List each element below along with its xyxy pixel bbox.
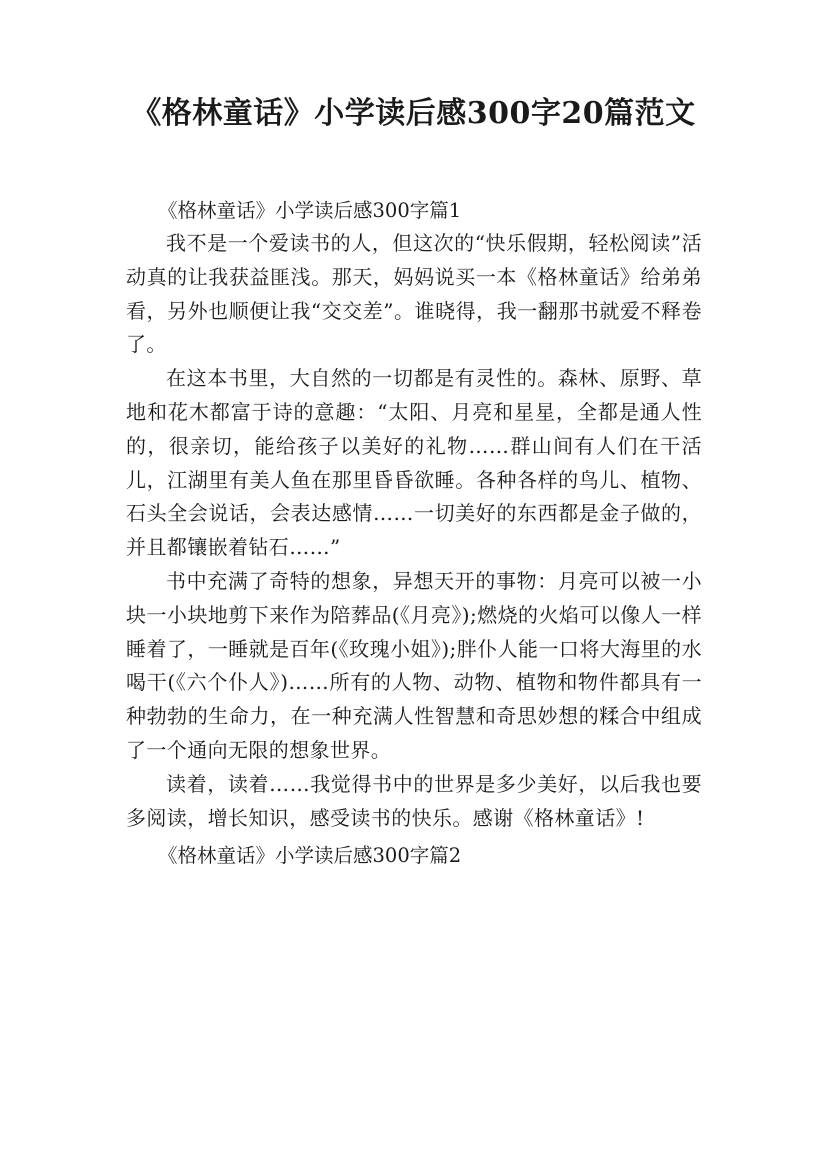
document-body — [126, 194, 702, 872]
document-title: 《格林童话》小学读后感300字20篇范文 — [131, 96, 696, 131]
paragraph-1: 我不是一个爱读书的人，但这次的“快乐假期，轻松阅读”活动真的让我获益匪浅。那天，妈妈说买一本《格林童话》给弟弟看，另外也顺便让我“交交差”。谁晓得，我一翻那书就爱不释卷了。 — [126, 231, 702, 357]
paragraph-2: 在这本书里，大自然的一切都是有灵性的。森林、原野、草地和花木都富于诗的意趣：“太阳、月亮和星星，全都是通人性的，很亲切，能给孩子以美好的礼物……群山间有人们在干活儿，江湖里有美人鱼在那里昏昏欲睡。各种各样的鸟儿、植物、石头全会说话，会表达感情……一切美好的东西都是金子做的，并且都镶嵌着钻石……” — [126, 366, 702, 560]
section-heading-2: 《格林童话》小学读后感300字篇2 — [158, 844, 462, 868]
paragraph-4: 读着，读着……我觉得书中的世界是多少美好，以后我也要多阅读，增长知识，感受读书的快乐。感谢《格林童话》! — [126, 771, 702, 830]
section-heading-1: 《格林童话》小学读后感300字篇1 — [158, 199, 462, 222]
paragraph-3: 书中充满了奇特的想象，异想天开的事物：月亮可以被一小块一小块地剪下来作为陪葬品(《月亮》);燃烧的火焰可以像人一样睡着了，一睡就是百年(《玫瑰小姐》);胖仆人能一口将大海里的水喝干(《六个仆人》)……所有的人物、动物、植物和物件都具有一种勃勃的生命力，在一种充满人性智慧和奇思妙想的糅合中组成了一个通向无限的想象世界。 — [126, 568, 702, 762]
